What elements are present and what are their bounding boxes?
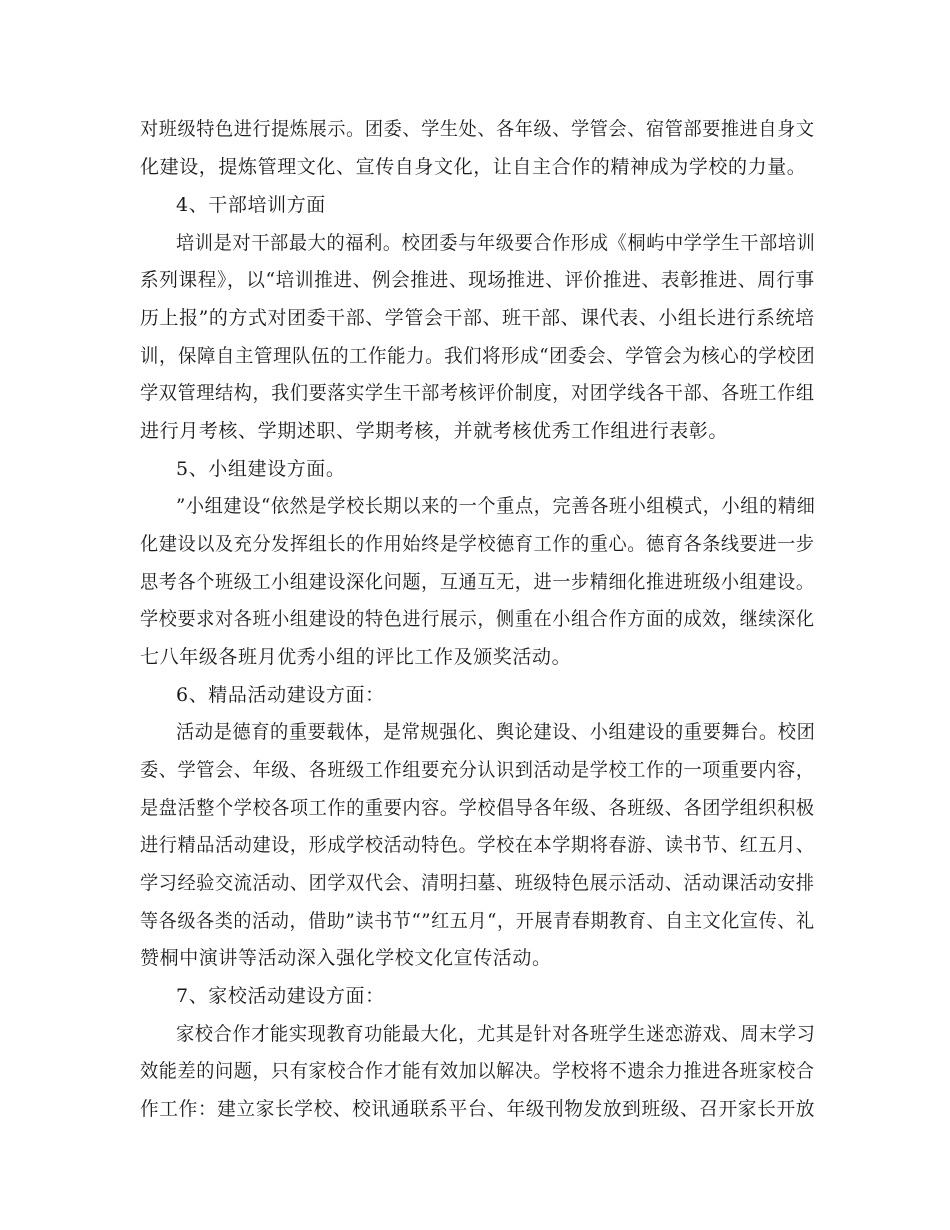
text-line: 系列课程》，以“培训推进、例会推进、现场推进、评价推进、表彰推进、周行事 (140, 269, 815, 291)
text-line: 进行月考核、学期述职、学期考核，并就考核优秀工作组进行表彰。 (140, 420, 729, 442)
text-line: 效能差的问题，只有家校合作才能有效加以解决。学校将不遗余力推进各班家校合 (140, 1060, 815, 1082)
text-line: 化建设以及充分发挥组长的作用始终是学校德育工作的重心。德育各条线要进一步 (140, 533, 815, 555)
text-line: 学习经验交流活动、团学双代会、清明扫墓、班级特色展示活动、活动课活动安排 (140, 872, 815, 894)
text-line: ”小组建设“依然是学校长期以来的一个重点，完善各班小组模式，小组的精细 (176, 495, 816, 517)
text-line: 委、学管会、年级、各班级工作组要充分认识到活动是学校工作的一项重要内容， (140, 759, 815, 781)
text-line: 思考各个班级工小组建设深化问题，互通互无，进一步精细化推进班级小组建设。 (140, 571, 815, 593)
text-line: 是盘活整个学校各项工作的重要内容。学校倡导各年级、各班级、各团学组织积极 (140, 797, 815, 819)
text-line: 等各级各类的活动，借助”读书节“”红五月“，开展青春期教育、自主文化宣传、礼 (140, 910, 815, 932)
section-heading: 5、小组建设方面。 (176, 458, 346, 480)
section-heading: 4、干部培训方面 (176, 194, 326, 216)
text-line: 家校合作才能实现教育功能最大化，尤其是针对各班学生迷恋游戏、周末学习 (176, 1023, 816, 1045)
text-line: 进行精品活动建设，形成学校活动特色。学校在本学期将春游、读书节、红五月、 (140, 834, 815, 856)
text-line: 学双管理结构，我们要落实学生干部考核评价制度，对团学线各干部、各班工作组 (140, 382, 815, 404)
text-line: 历上报”的方式对团委干部、学管会干部、班干部、课代表、小组长进行系统培 (140, 307, 815, 329)
text-line: 学校要求对各班小组建设的特色进行展示，侧重在小组合作方面的成效，继续深化 (140, 608, 815, 630)
text-line: 训，保障自主管理队伍的工作能力。我们将形成“团委会、学管会为核心的学校团 (140, 345, 816, 367)
text-line: 赞桐中演讲等活动深入强化学校文化宣传活动。 (140, 947, 552, 969)
text-line: 对班级特色进行提炼展示。团委、学生处、各年级、学管会、宿管部要推进自身文 (140, 118, 815, 140)
text-line: 活动是德育的重要载体，是常规强化、舆论建设、小组建设的重要舞台。校团 (176, 721, 816, 743)
section-heading: 6、精品活动建设方面： (176, 684, 385, 706)
text-line: 作工作：建立家长学校、校讯通联系平台、年级刊物发放到班级、召开家长开放 (140, 1098, 816, 1120)
text-line: 化建设，提炼管理文化、宣传自身文化，让自主合作的精神成为学校的力量。 (140, 156, 807, 178)
section-heading: 7、家校活动建设方面： (176, 985, 385, 1007)
text-line: 培训是对干部最大的福利。校团委与年级要合作形成《桐屿中学学生干部培训 (176, 232, 816, 254)
text-line: 七八年级各班月优秀小组的评比工作及颁奖活动。 (140, 646, 572, 668)
